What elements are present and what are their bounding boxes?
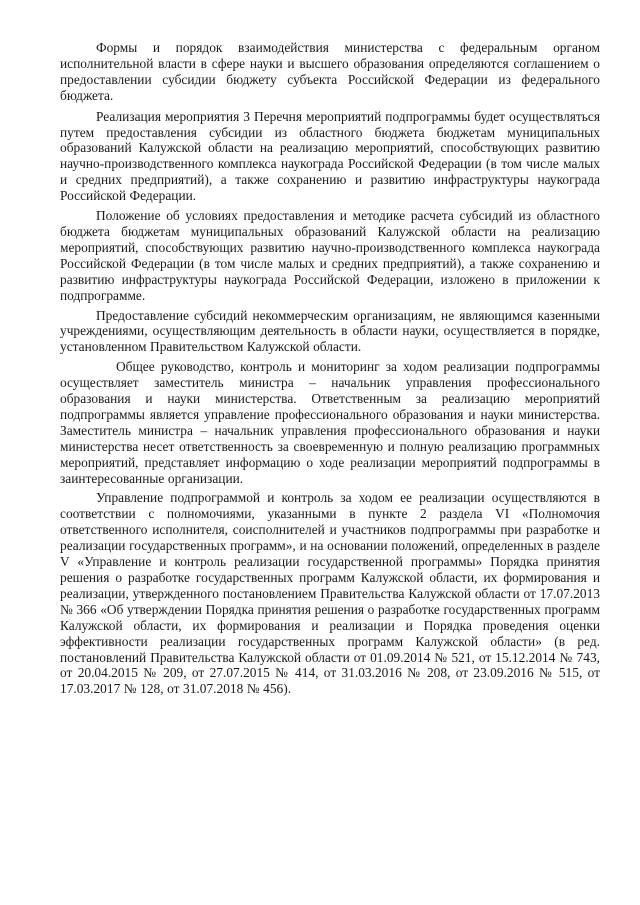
paragraph-subsidy-regulation: Положение об условиях предоставления и методике расчета субсидий из областного бюджета бюджетам муниципальных образований Калужской области на реализацию мероприятий, способствующих развитию научно-производственного комплекса наукограда Российской Федерации (в том числе малых и средних предприятий), а также сохранению и развитию инфраструктуры наукограда Российской Федерации, изложено в приложении к подпрограмме. [60,208,600,303]
paragraph-interaction-forms: Формы и порядок взаимодействия министерства с федеральным органом исполнительной власти в сфере науки и высшего образования определяются соглашением о предоставлении субсидии бюджету субъекта Российской Федерации из федерального бюджета. [60,40,600,103]
paragraph-event-3-subsidies: Реализация мероприятия 3 Перечня мероприятий подпрограммы будет осуществляться путем предоставления субсидии из областного бюджета бюджетам муниципальных образований Калужской области на реализацию мероприятий, способствующих развитию научно-производственного комплекса наукограда Российской Федерации (в том числе малых и средних предприятий), а также сохранению и развитию инфраструктуры наукограда Российской Федерации. [60,108,600,204]
document-page [60,40,600,701]
paragraph-program-control: Управление подпрограммой и контроль за ходом ее реализации осуществляются в соответствии с полномочиями, указанными в пункте 2 раздела VI «Полномочия ответственного исполнителя, соисполнителей и участников подпрограммы при разработке и реализации государственных программ», и на основании положений, определенных в разделе V «Управление и контроль реализации государственной программы» Порядка принятия решения о разработке государственных программ Калужской области, их формирования и реализации, утвержденного постановлением Правительства Калужской области от 17.07.2013 № 366 «Об утверждении Порядка принятия решения о разработке государственных программ Калужской области, их формирования и реализации и Порядка проведения оценки эффективности реализации государственных программ Калужской области» (в ред. постановлений Правительства Калужской области от 01.09.2014 № 521, от 15.12.2014 № 743, от 20.04.2015 № 209, от 27.07.2015 № 414, от 31.03.2016 № 208, от 23.09.2016 № 515, от 17.03.2017 № 128, от 31.07.2018 № 456). [60,490,600,697]
paragraph-nonprofit-subsidies: Предоставление субсидий некоммерческим организациям, не являющимся казенными учреждениями, осуществляющим деятельность в области науки, осуществляется в порядке, установленном Правительством Калужской области. [60,307,600,355]
paragraph-general-management: Общее руководство, контроль и мониторинг за ходом реализации подпрограммы осуществляет заместитель министра – начальник управления профессионального образования и науки министерства. Ответственным за реализацию мероприятий подпрограммы является управление профессионального образования и науки министерства. Заместитель министра – начальник управления профессионального образования и науки министерства несет ответственность за своевременную и полную реализацию программных мероприятий, представляет информацию о ходе реализации мероприятий подпрограммы в заинтересованные организации. [60,359,600,486]
